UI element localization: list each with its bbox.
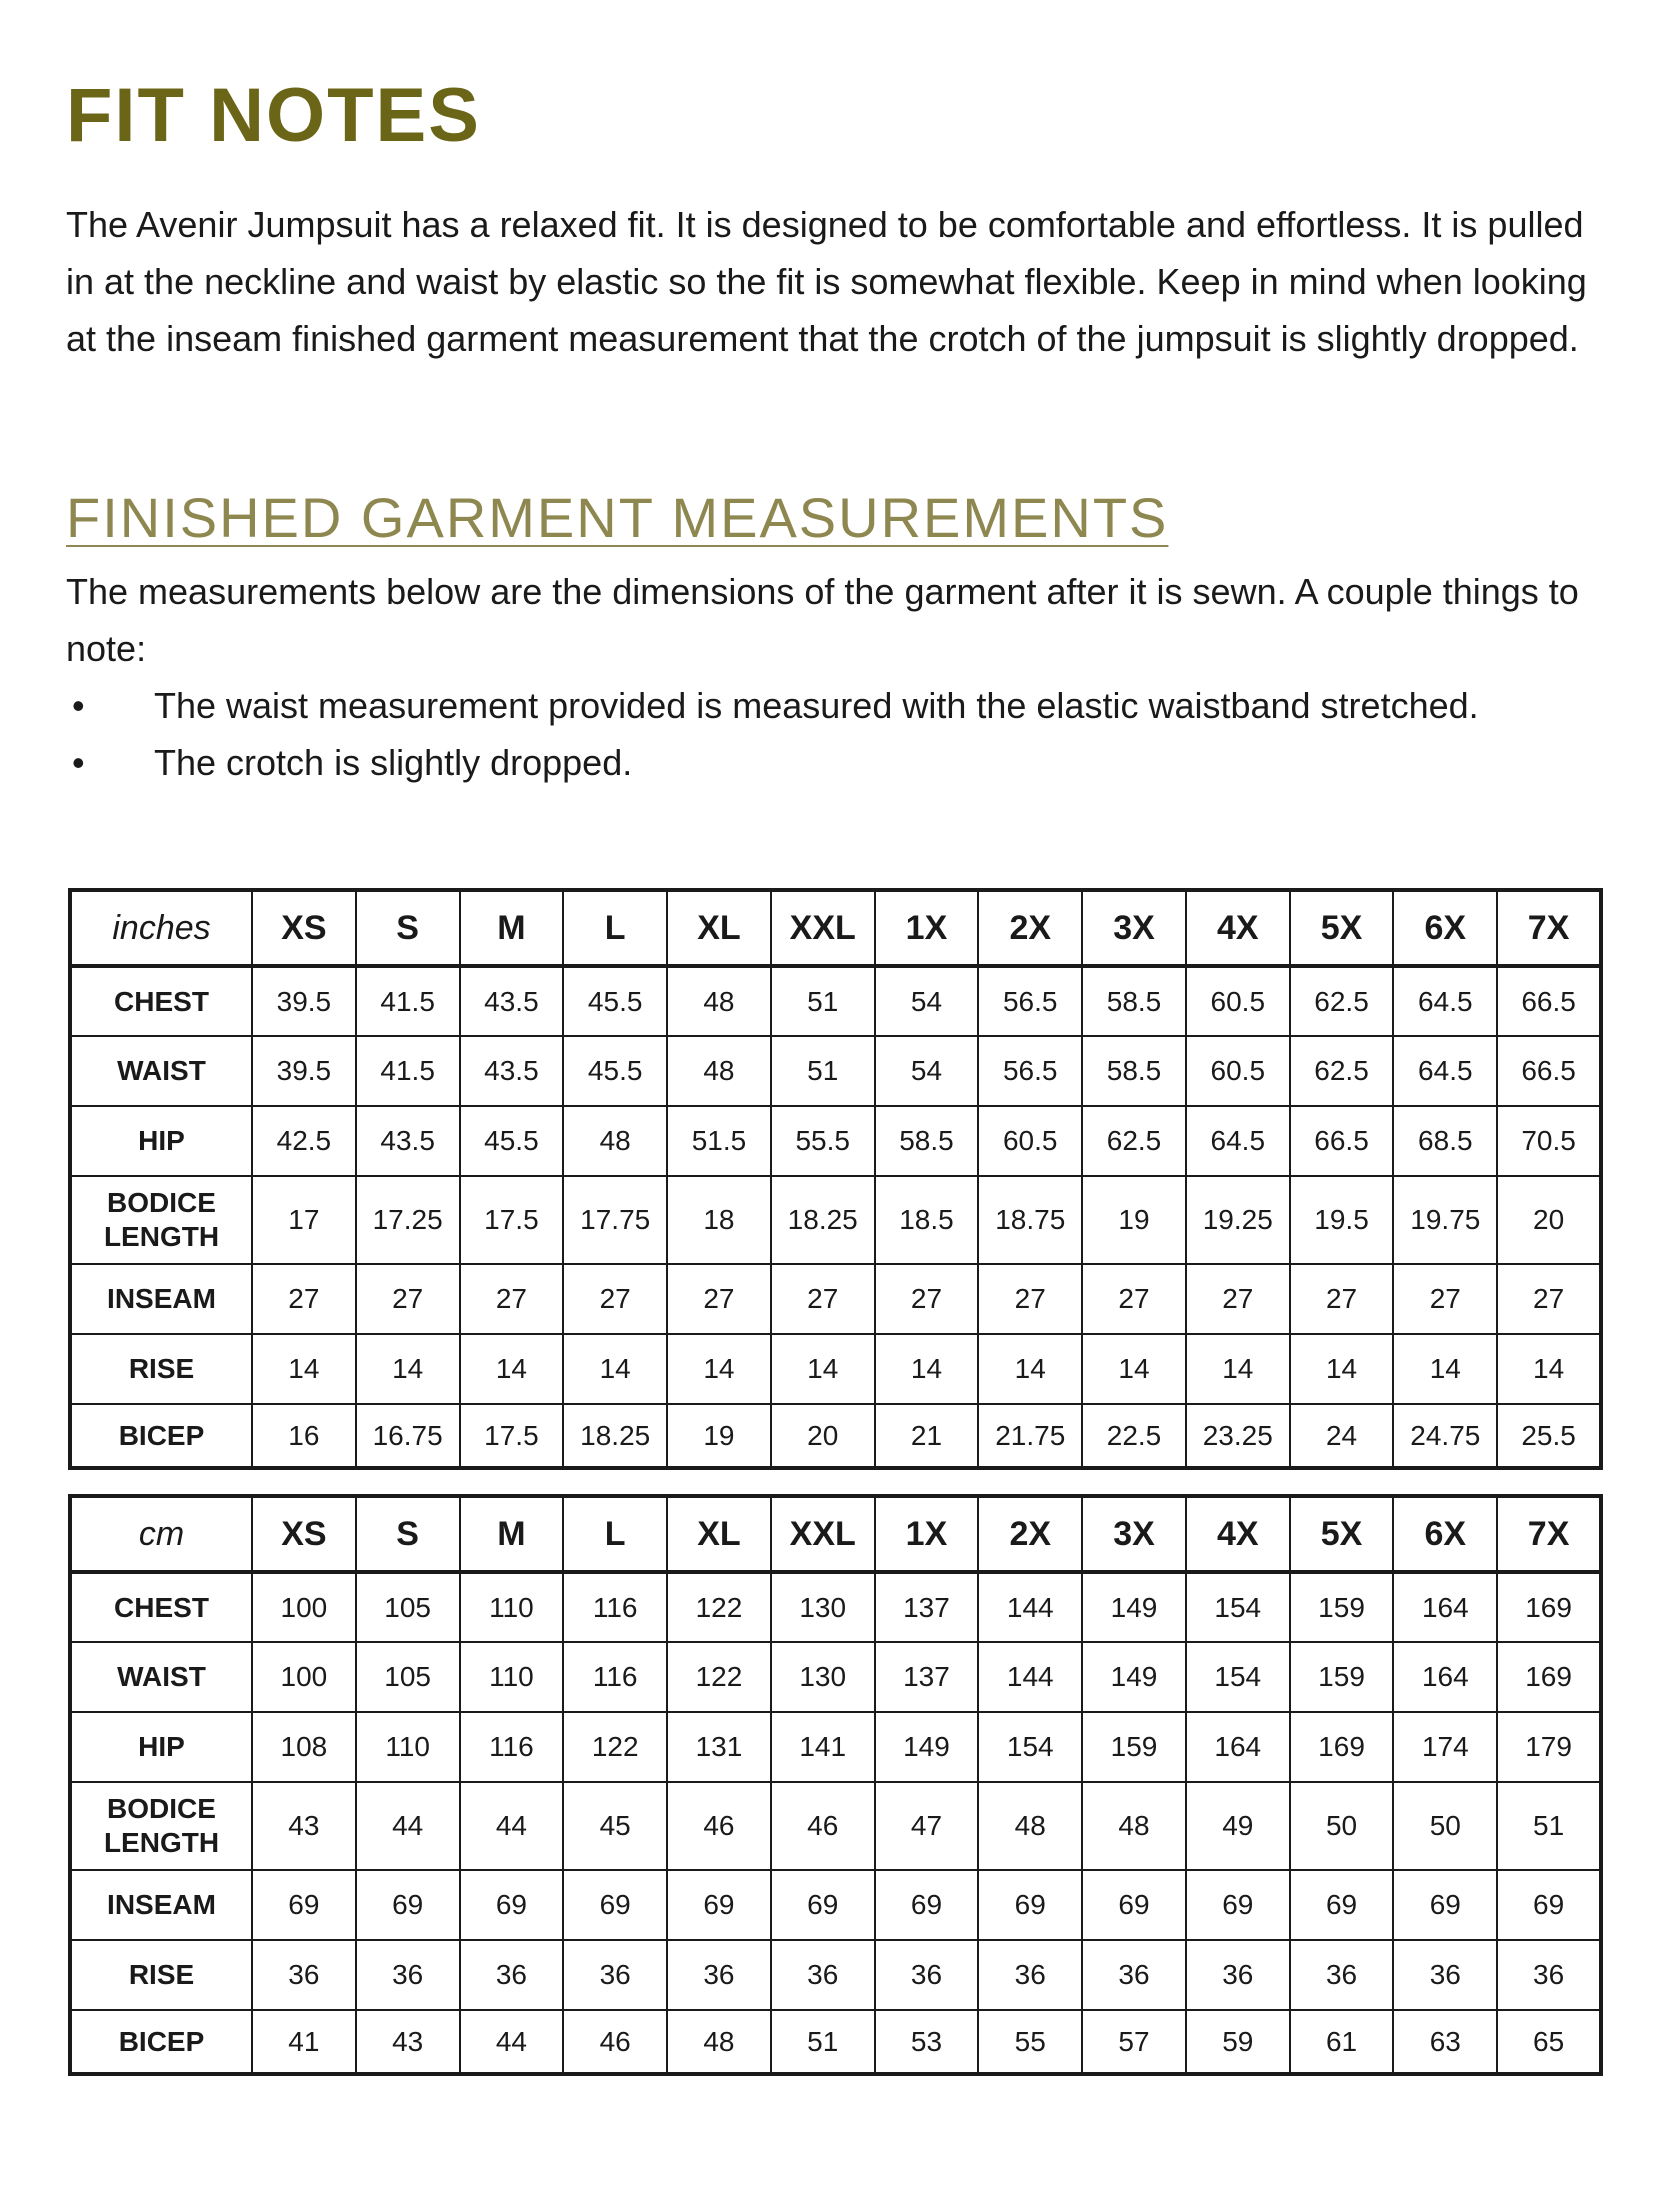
measurement-cell: 64.5 bbox=[1393, 1036, 1497, 1106]
measurement-cell: 17.5 bbox=[460, 1404, 564, 1468]
measurement-cell: 56.5 bbox=[978, 1036, 1082, 1106]
measurement-cell: 110 bbox=[356, 1712, 460, 1782]
measurement-cell: 51 bbox=[771, 1036, 875, 1106]
measurement-cell: 18 bbox=[667, 1176, 771, 1264]
measurement-cell: 24.75 bbox=[1393, 1404, 1497, 1468]
measurement-cell: 17 bbox=[252, 1176, 356, 1264]
measurement-cell: 27 bbox=[1497, 1264, 1601, 1334]
measurement-cell: 137 bbox=[875, 1572, 979, 1642]
measurement-cell: 36 bbox=[1393, 1940, 1497, 2010]
bullet-item bbox=[66, 677, 1479, 734]
measurement-cell: 14 bbox=[875, 1334, 979, 1404]
measurement-cell: 116 bbox=[563, 1642, 667, 1712]
measurement-cell: 69 bbox=[771, 1870, 875, 1940]
measurement-cell: 36 bbox=[1082, 1940, 1186, 2010]
measurement-cell: 36 bbox=[1186, 1940, 1290, 2010]
measurement-cell: 14 bbox=[1393, 1334, 1497, 1404]
measurement-cell: 69 bbox=[1186, 1870, 1290, 1940]
measurement-cell: 69 bbox=[563, 1870, 667, 1940]
fit-notes-paragraph: The Avenir Jumpsuit has a relaxed fit. It is designed to be comfortable and effortless. It is pulled in at the neckline and waist by elastic so the fit is somewhat flexible. Keep in mind when looking at the inseam finished garment measurement that the crotch of the jumpsuit is slightly dropped. bbox=[66, 204, 1587, 359]
measurement-cell: 62.5 bbox=[1082, 1106, 1186, 1176]
measurement-cell: 69 bbox=[1497, 1870, 1601, 1940]
measurement-cell: 69 bbox=[460, 1870, 564, 1940]
measurement-cell: 70.5 bbox=[1497, 1106, 1601, 1176]
measurement-cell: 62.5 bbox=[1290, 966, 1394, 1036]
measurement-cell: 100 bbox=[252, 1642, 356, 1712]
measurement-cell: 57 bbox=[1082, 2010, 1186, 2074]
measurement-cell: 20 bbox=[771, 1404, 875, 1468]
size-header: 3X bbox=[1082, 890, 1186, 966]
bullet-text: The waist measurement provided is measured with the elastic waistband stretched. bbox=[154, 685, 1479, 726]
size-header: 5X bbox=[1290, 1496, 1394, 1572]
measurement-cell: 64.5 bbox=[1393, 966, 1497, 1036]
measurement-cell: 49 bbox=[1186, 1782, 1290, 1870]
measurement-cell: 16.75 bbox=[356, 1404, 460, 1468]
measurement-cell: 14 bbox=[460, 1334, 564, 1404]
measurement-cell: 60.5 bbox=[1186, 966, 1290, 1036]
measurement-cell: 46 bbox=[563, 2010, 667, 2074]
row-label: HIP bbox=[70, 1712, 252, 1782]
measurement-cell: 69 bbox=[356, 1870, 460, 1940]
row-label-line: BODICE bbox=[107, 1793, 216, 1824]
measurement-row bbox=[70, 1782, 1601, 1870]
size-header: L bbox=[563, 890, 667, 966]
measurement-cell: 41.5 bbox=[356, 966, 460, 1036]
measurement-cell: 42.5 bbox=[252, 1106, 356, 1176]
measurement-cell: 36 bbox=[252, 1940, 356, 2010]
measurement-cell: 154 bbox=[978, 1712, 1082, 1782]
notes-bullet-list bbox=[66, 677, 1479, 791]
size-header: XL bbox=[667, 1496, 771, 1572]
measurement-cell: 100 bbox=[252, 1572, 356, 1642]
measurement-cell: 169 bbox=[1497, 1642, 1601, 1712]
measurement-cell: 27 bbox=[667, 1264, 771, 1334]
header-row bbox=[70, 1496, 1601, 1572]
row-label: HIP bbox=[70, 1106, 252, 1176]
measurement-cell: 23.25 bbox=[1186, 1404, 1290, 1468]
size-header: 6X bbox=[1393, 890, 1497, 966]
measurement-cell: 24 bbox=[1290, 1404, 1394, 1468]
measurement-cell: 18.5 bbox=[875, 1176, 979, 1264]
measurement-cell: 14 bbox=[771, 1334, 875, 1404]
measurement-cell: 48 bbox=[563, 1106, 667, 1176]
measurement-cell: 18.75 bbox=[978, 1176, 1082, 1264]
fit-notes-title: FIT NOTES bbox=[66, 73, 481, 158]
measurement-cell: 108 bbox=[252, 1712, 356, 1782]
measurement-cell: 69 bbox=[1082, 1870, 1186, 1940]
measurement-cell: 39.5 bbox=[252, 1036, 356, 1106]
measurement-cell: 16 bbox=[252, 1404, 356, 1468]
measurement-cell: 149 bbox=[875, 1712, 979, 1782]
measurement-cell: 36 bbox=[460, 1940, 564, 2010]
measurement-cell: 27 bbox=[1393, 1264, 1497, 1334]
measurement-cell: 141 bbox=[771, 1712, 875, 1782]
measurement-cell: 60.5 bbox=[1186, 1036, 1290, 1106]
measurement-cell: 27 bbox=[460, 1264, 564, 1334]
measurement-cell: 164 bbox=[1393, 1572, 1497, 1642]
measurement-row bbox=[70, 1264, 1601, 1334]
measurement-cell: 48 bbox=[1082, 1782, 1186, 1870]
measurement-cell: 51 bbox=[1497, 1782, 1601, 1870]
measurement-cell: 116 bbox=[460, 1712, 564, 1782]
measurement-cell: 58.5 bbox=[1082, 1036, 1186, 1106]
measurement-cell: 36 bbox=[1497, 1940, 1601, 2010]
measurement-cell: 36 bbox=[771, 1940, 875, 2010]
measurement-cell: 45 bbox=[563, 1782, 667, 1870]
measurement-row bbox=[70, 1176, 1601, 1264]
measurement-cell: 36 bbox=[563, 1940, 667, 2010]
row-label: RISE bbox=[70, 1940, 252, 2010]
measurement-cell: 154 bbox=[1186, 1642, 1290, 1712]
measurement-row bbox=[70, 1642, 1601, 1712]
measurement-cell: 48 bbox=[667, 966, 771, 1036]
row-label-line: LENGTH bbox=[103, 1827, 220, 1858]
measurement-cell: 59 bbox=[1186, 2010, 1290, 2074]
measurement-cell: 14 bbox=[252, 1334, 356, 1404]
measurement-cell: 149 bbox=[1082, 1642, 1186, 1712]
bullet-icon: • bbox=[72, 685, 85, 726]
measurement-cell: 130 bbox=[771, 1642, 875, 1712]
measurement-row bbox=[70, 1106, 1601, 1176]
finished-measurements-title: FINISHED GARMENT MEASUREMENTS bbox=[66, 486, 1169, 549]
measurement-cell: 45.5 bbox=[460, 1106, 564, 1176]
measurement-cell: 36 bbox=[978, 1940, 1082, 2010]
size-header: 2X bbox=[978, 1496, 1082, 1572]
measurement-cell: 48 bbox=[667, 1036, 771, 1106]
measurement-cell: 27 bbox=[1290, 1264, 1394, 1334]
measurement-cell: 18.25 bbox=[563, 1404, 667, 1468]
measurements-table-cm bbox=[68, 1494, 1603, 2076]
measurement-cell: 122 bbox=[667, 1642, 771, 1712]
measurement-row bbox=[70, 1404, 1601, 1468]
measurement-cell: 19 bbox=[667, 1404, 771, 1468]
row-label: CHEST bbox=[70, 1572, 252, 1642]
measurement-cell: 65 bbox=[1497, 2010, 1601, 2074]
measurement-cell: 69 bbox=[875, 1870, 979, 1940]
measurement-cell: 41 bbox=[252, 2010, 356, 2074]
measurement-cell: 58.5 bbox=[875, 1106, 979, 1176]
size-header: 5X bbox=[1290, 890, 1394, 966]
measurement-cell: 43 bbox=[356, 2010, 460, 2074]
measurement-cell: 20 bbox=[1497, 1176, 1601, 1264]
measurement-row bbox=[70, 1334, 1601, 1404]
measurement-cell: 47 bbox=[875, 1782, 979, 1870]
measurement-cell: 69 bbox=[1393, 1870, 1497, 1940]
row-label: RISE bbox=[70, 1334, 252, 1404]
measurement-row bbox=[70, 1940, 1601, 2010]
measurement-cell: 22.5 bbox=[1082, 1404, 1186, 1468]
measurement-cell: 44 bbox=[460, 2010, 564, 2074]
measurement-cell: 69 bbox=[667, 1870, 771, 1940]
measurement-cell: 17.75 bbox=[563, 1176, 667, 1264]
measurement-cell: 18.25 bbox=[771, 1176, 875, 1264]
measurement-cell: 174 bbox=[1393, 1712, 1497, 1782]
measurement-cell: 159 bbox=[1290, 1572, 1394, 1642]
measurement-cell: 39.5 bbox=[252, 966, 356, 1036]
measurement-cell: 36 bbox=[356, 1940, 460, 2010]
measurement-cell: 62.5 bbox=[1290, 1036, 1394, 1106]
measurement-cell: 48 bbox=[667, 2010, 771, 2074]
measurement-cell: 105 bbox=[356, 1642, 460, 1712]
measurement-cell: 50 bbox=[1393, 1782, 1497, 1870]
size-header: 4X bbox=[1186, 890, 1290, 966]
size-header: XXL bbox=[771, 1496, 875, 1572]
measurement-cell: 69 bbox=[1290, 1870, 1394, 1940]
size-header: S bbox=[356, 890, 460, 966]
measurement-cell: 27 bbox=[356, 1264, 460, 1334]
unit-label: inches bbox=[70, 890, 252, 966]
measurement-cell: 179 bbox=[1497, 1712, 1601, 1782]
measurement-cell: 105 bbox=[356, 1572, 460, 1642]
measurement-cell: 159 bbox=[1082, 1712, 1186, 1782]
header-row bbox=[70, 890, 1601, 966]
size-header: 7X bbox=[1497, 1496, 1601, 1572]
unit-label: cm bbox=[70, 1496, 252, 1572]
measurement-cell: 41.5 bbox=[356, 1036, 460, 1106]
measurement-cell: 14 bbox=[1186, 1334, 1290, 1404]
row-label: BICEP bbox=[70, 2010, 252, 2074]
measurement-cell: 60.5 bbox=[978, 1106, 1082, 1176]
row-label bbox=[70, 1176, 252, 1264]
bullet-text: The crotch is slightly dropped. bbox=[154, 742, 633, 783]
measurement-cell: 19.75 bbox=[1393, 1176, 1497, 1264]
measurement-cell: 137 bbox=[875, 1642, 979, 1712]
measurement-cell: 44 bbox=[460, 1782, 564, 1870]
measurement-row bbox=[70, 1572, 1601, 1642]
measurement-cell: 45.5 bbox=[563, 966, 667, 1036]
measurement-cell: 110 bbox=[460, 1642, 564, 1712]
measurement-cell: 36 bbox=[875, 1940, 979, 2010]
size-header: 1X bbox=[875, 890, 979, 966]
row-label bbox=[70, 1782, 252, 1870]
measurement-cell: 54 bbox=[875, 1036, 979, 1106]
row-label: WAIST bbox=[70, 1642, 252, 1712]
size-header: 1X bbox=[875, 1496, 979, 1572]
measurement-cell: 116 bbox=[563, 1572, 667, 1642]
size-header: XS bbox=[252, 890, 356, 966]
measurement-cell: 17.25 bbox=[356, 1176, 460, 1264]
size-header: XXL bbox=[771, 890, 875, 966]
measurement-row bbox=[70, 1036, 1601, 1106]
measurement-cell: 55 bbox=[978, 2010, 1082, 2074]
measurement-cell: 154 bbox=[1186, 1572, 1290, 1642]
row-label: BICEP bbox=[70, 1404, 252, 1468]
measurement-cell: 66.5 bbox=[1497, 1036, 1601, 1106]
measurement-cell: 45.5 bbox=[563, 1036, 667, 1106]
size-header: 6X bbox=[1393, 1496, 1497, 1572]
measurement-cell: 64.5 bbox=[1186, 1106, 1290, 1176]
row-label: INSEAM bbox=[70, 1870, 252, 1940]
measurement-cell: 122 bbox=[667, 1572, 771, 1642]
measurement-cell: 54 bbox=[875, 966, 979, 1036]
measurement-cell: 69 bbox=[978, 1870, 1082, 1940]
measurement-cell: 56.5 bbox=[978, 966, 1082, 1036]
finished-measurements-intro: The measurements below are the dimensions of the garment after it is sewn. A couple things to note: bbox=[66, 571, 1579, 669]
size-header: M bbox=[460, 890, 564, 966]
measurement-cell: 19.25 bbox=[1186, 1176, 1290, 1264]
measurement-cell: 58.5 bbox=[1082, 966, 1186, 1036]
measurement-cell: 51 bbox=[771, 966, 875, 1036]
measurement-cell: 51 bbox=[771, 2010, 875, 2074]
measurement-cell: 51.5 bbox=[667, 1106, 771, 1176]
size-header: 7X bbox=[1497, 890, 1601, 966]
measurement-cell: 27 bbox=[875, 1264, 979, 1334]
size-header: M bbox=[460, 1496, 564, 1572]
measurement-row bbox=[70, 1870, 1601, 1940]
measurement-cell: 164 bbox=[1393, 1642, 1497, 1712]
measurement-row bbox=[70, 2010, 1601, 2074]
measurement-cell: 14 bbox=[356, 1334, 460, 1404]
measurement-cell: 19.5 bbox=[1290, 1176, 1394, 1264]
measurement-cell: 27 bbox=[252, 1264, 356, 1334]
measurement-cell: 43 bbox=[252, 1782, 356, 1870]
size-header: XL bbox=[667, 890, 771, 966]
size-header: S bbox=[356, 1496, 460, 1572]
measurement-cell: 27 bbox=[978, 1264, 1082, 1334]
measurement-cell: 69 bbox=[252, 1870, 356, 1940]
measurement-cell: 44 bbox=[356, 1782, 460, 1870]
measurement-cell: 25.5 bbox=[1497, 1404, 1601, 1468]
measurement-cell: 50 bbox=[1290, 1782, 1394, 1870]
row-label-line: BODICE bbox=[107, 1187, 216, 1218]
measurement-cell: 169 bbox=[1290, 1712, 1394, 1782]
measurement-cell: 27 bbox=[1082, 1264, 1186, 1334]
size-header: XS bbox=[252, 1496, 356, 1572]
size-header: L bbox=[563, 1496, 667, 1572]
measurement-cell: 21 bbox=[875, 1404, 979, 1468]
measurement-cell: 130 bbox=[771, 1572, 875, 1642]
measurement-cell: 43.5 bbox=[460, 966, 564, 1036]
measurement-cell: 14 bbox=[1497, 1334, 1601, 1404]
measurement-cell: 43.5 bbox=[460, 1036, 564, 1106]
measurement-cell: 144 bbox=[978, 1572, 1082, 1642]
measurement-cell: 14 bbox=[667, 1334, 771, 1404]
size-header: 3X bbox=[1082, 1496, 1186, 1572]
measurement-cell: 36 bbox=[1290, 1940, 1394, 2010]
measurement-cell: 43.5 bbox=[356, 1106, 460, 1176]
measurement-cell: 110 bbox=[460, 1572, 564, 1642]
size-header: 4X bbox=[1186, 1496, 1290, 1572]
measurement-cell: 19 bbox=[1082, 1176, 1186, 1264]
bullet-icon: • bbox=[72, 742, 85, 783]
measurement-cell: 14 bbox=[1290, 1334, 1394, 1404]
measurement-cell: 17.5 bbox=[460, 1176, 564, 1264]
measurement-cell: 61 bbox=[1290, 2010, 1394, 2074]
row-label: CHEST bbox=[70, 966, 252, 1036]
measurement-cell: 122 bbox=[563, 1712, 667, 1782]
measurement-cell: 53 bbox=[875, 2010, 979, 2074]
measurement-cell: 144 bbox=[978, 1642, 1082, 1712]
measurement-cell: 46 bbox=[771, 1782, 875, 1870]
measurement-cell: 149 bbox=[1082, 1572, 1186, 1642]
bullet-item bbox=[66, 734, 1479, 791]
measurement-cell: 159 bbox=[1290, 1642, 1394, 1712]
size-header: 2X bbox=[978, 890, 1082, 966]
row-label: WAIST bbox=[70, 1036, 252, 1106]
measurement-cell: 27 bbox=[1186, 1264, 1290, 1334]
row-label: INSEAM bbox=[70, 1264, 252, 1334]
measurement-cell: 46 bbox=[667, 1782, 771, 1870]
measurement-cell: 164 bbox=[1186, 1712, 1290, 1782]
measurement-cell: 21.75 bbox=[978, 1404, 1082, 1468]
measurement-cell: 14 bbox=[978, 1334, 1082, 1404]
measurement-cell: 48 bbox=[978, 1782, 1082, 1870]
measurement-cell: 14 bbox=[563, 1334, 667, 1404]
measurement-cell: 27 bbox=[563, 1264, 667, 1334]
measurements-table-inches bbox=[68, 888, 1603, 1470]
measurement-row bbox=[70, 1712, 1601, 1782]
measurement-cell: 169 bbox=[1497, 1572, 1601, 1642]
measurement-cell: 36 bbox=[667, 1940, 771, 2010]
measurement-cell: 55.5 bbox=[771, 1106, 875, 1176]
measurement-cell: 63 bbox=[1393, 2010, 1497, 2074]
measurement-cell: 68.5 bbox=[1393, 1106, 1497, 1176]
measurement-cell: 131 bbox=[667, 1712, 771, 1782]
measurement-row bbox=[70, 966, 1601, 1036]
measurement-cell: 27 bbox=[771, 1264, 875, 1334]
measurement-cell: 66.5 bbox=[1497, 966, 1601, 1036]
measurement-cell: 66.5 bbox=[1290, 1106, 1394, 1176]
row-label-line: LENGTH bbox=[103, 1221, 220, 1252]
measurement-cell: 14 bbox=[1082, 1334, 1186, 1404]
